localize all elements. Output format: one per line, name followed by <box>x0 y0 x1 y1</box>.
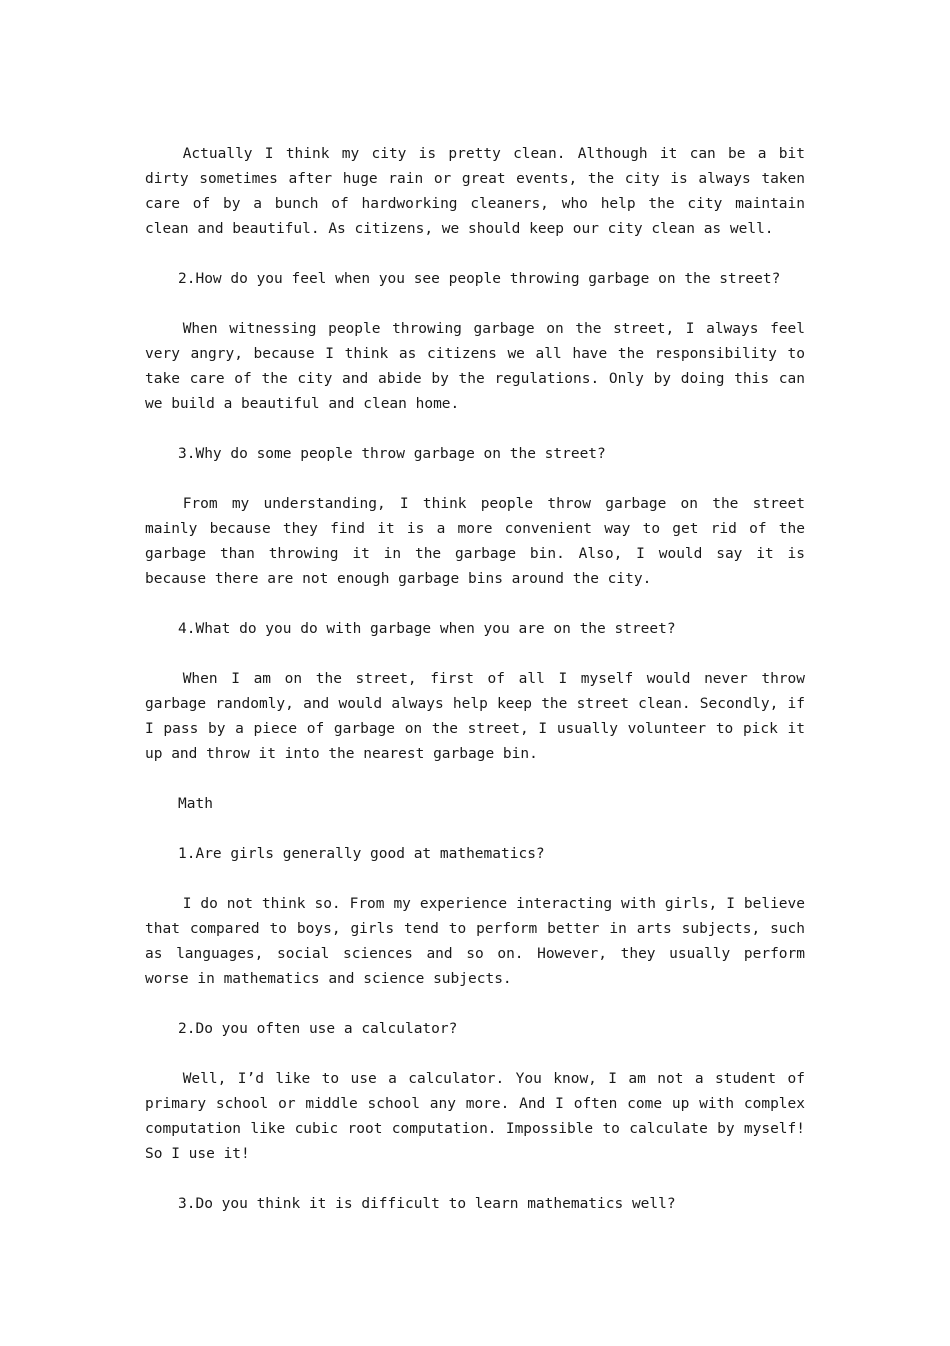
question-calculator: 2.Do you often use a calculator? <box>178 1021 458 1037</box>
document-page <box>145 142 805 1242</box>
question-what-do-with-garbage: 4.What do you do with garbage when you are on the street? <box>178 621 676 637</box>
question-learn-math-difficult: 3.Do you think it is difficult to learn mathematics well? <box>178 1196 676 1212</box>
answer-paragraph-city-clean: Actually I think my city is pretty clean. Although it can be a bit dirty sometimes after huge rain or great events, the city is always taken care of by a bunch of hardworking cleaners, who help the city maintain clean and beautiful. As citizens, we should keep our city clean as well. <box>145 146 805 237</box>
answer-paragraph-why-throw-garbage: From my understanding, I think people throw garbage on the street mainly because they find it is a more convenient way to get rid of the garbage than throwing it in the garbage bin. Also, I would say it is because there are not enough garbage bins around the city. <box>145 496 805 587</box>
question-garbage-feeling: 2.How do you feel when you see people throwing garbage on the street? <box>178 271 781 287</box>
question-girls-math: 1.Are girls generally good at mathematics? <box>178 846 545 862</box>
answer-paragraph-girls-math: I do not think so. From my experience interacting with girls, I believe that compared to boys, girls tend to perform better in arts subjects, such as languages, social sciences and so on. However, they usually perform worse in mathematics and science subjects. <box>145 896 805 987</box>
section-heading-math: Math <box>178 796 213 812</box>
answer-paragraph-calculator: Well, I’d like to use a calculator. You know, I am not a student of primary school or middle school any more. And I often come up with complex computation like cubic root computation. Impossible to calculate by myself! So I use it! <box>145 1071 805 1162</box>
answer-paragraph-what-do-with-garbage: When I am on the street, first of all I myself would never throw garbage randomly, and would always help keep the street clean. Secondly, if I pass by a piece of garbage on the street, I usually volunteer to pick it up and throw it into the nearest garbage bin. <box>145 671 805 762</box>
question-why-throw-garbage: 3.Why do some people throw garbage on the street? <box>178 446 606 462</box>
answer-paragraph-garbage-feeling: When witnessing people throwing garbage on the street, I always feel very angry, because I think as citizens we all have the responsibility to take care of the city and abide by the regulations. Only by doing this can we build a beautiful and clean home. <box>145 321 805 412</box>
